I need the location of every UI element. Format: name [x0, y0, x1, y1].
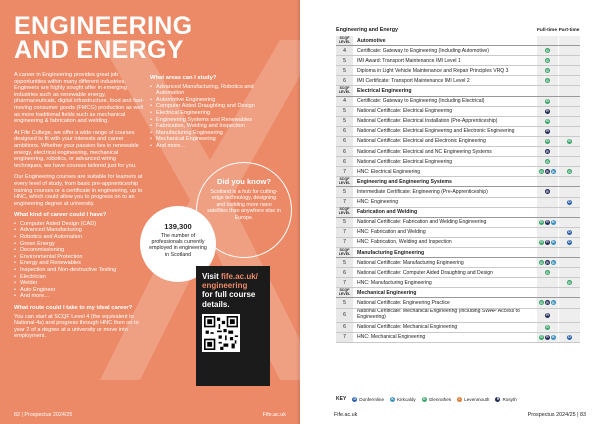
fulltime-cell — [536, 76, 558, 85]
course-table — [336, 24, 580, 343]
fulltime-cell — [536, 309, 558, 322]
campus-dot-d: D — [568, 240, 571, 245]
campus-dot-r: R — [546, 240, 549, 245]
section-ft-cell — [536, 208, 558, 217]
table-row[interactable] — [336, 298, 580, 308]
career-item: • Electrician — [14, 274, 144, 281]
campus-dot-g: G — [568, 139, 571, 144]
campus-dot-r: R — [546, 220, 549, 225]
course-name: IMI Award: Transport Maintenance IMI Level 1 — [357, 57, 461, 64]
scqf-level-label: SCQF LEVEL — [336, 86, 353, 95]
parttime-cell — [558, 137, 580, 146]
section-header — [336, 248, 580, 258]
area-item: • Advanced Manufacturing, Robotics and Automation — [150, 84, 274, 97]
stat-text: The number of professionals currently employed in engineering in Scotland — [149, 233, 207, 258]
route-paragraph: You can start at SCQF Level 4 (the equivalent to National 4s) and progress through HNC then on to year 2 of a degree at a university or move into employment. — [14, 313, 139, 340]
course-name: Certificate: Gateway to Engineering (Including Automotive) — [357, 47, 489, 54]
area-item: • And more... — [150, 143, 274, 150]
scqf-level-label: SCQF LEVEL — [336, 36, 353, 45]
parttime-cell — [558, 309, 580, 322]
area-item: • Mechanical Engineering — [150, 136, 274, 143]
parttime-cell — [558, 198, 580, 207]
course-name: National Certificate: Mechanical Engineering — [357, 324, 458, 331]
right-page-number: 83 — [580, 412, 586, 418]
fulltime-cell — [536, 56, 558, 65]
parttime-cell — [558, 333, 580, 342]
row-level: 5 — [336, 66, 353, 75]
career-item: • Auto Engineer — [14, 287, 144, 294]
section-header — [336, 208, 580, 218]
parttime-cell — [558, 107, 580, 116]
campus-dot-g: G — [546, 139, 549, 144]
section-ft-cell — [536, 36, 558, 45]
table-row[interactable] — [336, 238, 580, 248]
section-pt-cell — [558, 288, 580, 297]
row-level: 6 — [336, 268, 353, 277]
campus-dot-k: K — [552, 240, 555, 245]
parttime-cell — [558, 298, 580, 307]
careers-list — [14, 221, 144, 300]
row-level: 5 — [336, 218, 353, 227]
left-column — [14, 72, 144, 345]
campus-dot-d: D — [353, 397, 356, 401]
visit-link[interactable]: fife.ac.uk/ engineering — [202, 272, 258, 291]
campus-dot-k: K — [552, 300, 555, 305]
row-level: 7 — [336, 333, 353, 342]
table-body — [336, 36, 580, 343]
courses-paragraph: At Fife College, we offer a wide range of courses designed to fit with your interests and career ambitions. Whether your passion lies in renewable energy, electrical engineering, mechanical engineering, robotics, or advanced wiring techniques, we have courses tailored just for you. — [14, 129, 139, 169]
key-item-rosyth — [495, 397, 516, 402]
row-level: 5 — [336, 298, 353, 307]
parttime-cell — [558, 323, 580, 332]
table-row[interactable] — [336, 218, 580, 228]
fulltime-cell — [536, 97, 558, 106]
parttime-cell — [558, 66, 580, 75]
campus-dot-k: K — [552, 335, 555, 340]
course-name: National Certificate: Mechanical Engineering (including SWAP Access to Engineering) — [357, 309, 520, 321]
campus-dot-g: G — [540, 260, 543, 265]
course-name: National Certificate: Electrical and NC Engineering Systems — [357, 148, 492, 155]
qr-code-icon[interactable] — [202, 314, 240, 352]
table-row[interactable] — [336, 137, 580, 147]
fulltime-cell — [536, 157, 558, 166]
table-row[interactable] — [336, 66, 580, 76]
route-heading: What route could I take to my ideal career? — [14, 305, 133, 311]
table-row[interactable] — [336, 333, 580, 343]
career-item: • Welder — [14, 280, 144, 287]
qr-graphic — [204, 316, 238, 350]
table-row[interactable] — [336, 323, 580, 333]
left-footer: 82 | Prospectus 2024/25 Fife.ac.uk — [14, 412, 286, 418]
row-level: 5 — [336, 187, 353, 196]
right-publication: Prospectus 2024/25 — [527, 412, 576, 418]
course-name: National Certificate: Electrical Engineering and Electronic Engineering — [357, 128, 515, 135]
course-name: HNC: Fabrication and Welding — [357, 229, 426, 236]
campus-dot-k: K — [552, 260, 555, 265]
campus-dot-k: K — [552, 220, 555, 225]
table-row[interactable] — [336, 56, 580, 66]
campus-dot-r: R — [546, 335, 549, 340]
campus-dot-g: G — [540, 169, 543, 174]
fulltime-cell — [536, 218, 558, 227]
section-name: Electrical Engineering — [357, 88, 412, 95]
row-level: 5 — [336, 117, 353, 126]
section-pt-cell — [558, 86, 580, 95]
scqf-level-label: SCQF LEVEL — [336, 208, 353, 217]
course-name: National Certificate: Engineering Practice — [357, 299, 450, 306]
row-level: 7 — [336, 198, 353, 207]
campus-dot-d: D — [568, 230, 571, 235]
campus-dot-r: R — [496, 397, 500, 401]
table-row[interactable] — [336, 157, 580, 167]
fulltime-cell — [536, 198, 558, 207]
table-row[interactable] — [336, 46, 580, 56]
fulltime-cell — [536, 137, 558, 146]
campus-dot-g: G — [568, 169, 571, 174]
campus-dot-g: G — [546, 99, 549, 104]
campus-dot-r: R — [546, 129, 549, 134]
section-header — [336, 177, 580, 187]
campus-dot-k: K — [391, 397, 394, 401]
course-name: HNC: Fabrication, Welding and Inspection — [357, 239, 452, 246]
career-item: • Decommissioning — [14, 247, 144, 254]
campus-dot-g: G — [546, 270, 549, 275]
fulltime-cell — [536, 167, 558, 176]
table-row[interactable] — [336, 97, 580, 107]
campus-dot-d: D — [568, 335, 571, 340]
fulltime-cell — [536, 147, 558, 156]
campus-dot-g: G — [422, 397, 426, 401]
fulltime-cell — [536, 187, 558, 196]
area-item: • Computer Aided Draughting and Design — [150, 103, 274, 110]
parttime-cell — [558, 127, 580, 136]
key-item-label: Glenrothes — [428, 396, 452, 402]
section-pt-cell — [558, 248, 580, 257]
right-footer: Fife.ac.uk Prospectus 2024/25 | 83 — [334, 412, 586, 418]
did-you-know-heading: Did you know? — [217, 177, 271, 186]
fulltime-cell — [536, 258, 558, 267]
parttime-cell — [558, 147, 580, 156]
parttime-cell — [558, 56, 580, 65]
course-name: HNC: Electrical Engineering — [357, 168, 421, 175]
parttime-cell — [558, 278, 580, 287]
campus-dot-g: G — [546, 119, 549, 124]
campus-dot-r: R — [546, 300, 549, 305]
campus-dot-g: G — [540, 335, 543, 340]
parttime-cell — [558, 268, 580, 277]
fulltime-cell — [536, 298, 558, 307]
parttime-cell — [558, 167, 580, 176]
row-level: 7 — [336, 228, 353, 237]
areas-list — [150, 84, 274, 150]
career-item: • And more... — [14, 293, 144, 300]
table-row[interactable] — [336, 117, 580, 127]
section-name: Mechanical Engineering — [357, 289, 417, 296]
career-item: • Advanced Manufacturing — [14, 227, 144, 234]
course-name: National Certificate: Electrical and Electronic Engineering — [357, 138, 486, 145]
course-name: National Certificate: Electrical Engineering — [357, 158, 453, 165]
parttime-cell — [558, 76, 580, 85]
career-item: • Green Energy — [14, 241, 144, 248]
course-name: Diploma in Light Vehicle Maintenance and Repair Principles VRQ 3 — [357, 67, 509, 74]
col-parttime: Part-time — [558, 27, 580, 33]
parttime-cell — [558, 228, 580, 237]
table-row[interactable] — [336, 107, 580, 117]
section-header — [336, 288, 580, 298]
parttime-cell — [558, 157, 580, 166]
page-title — [14, 14, 192, 62]
key-item-dunfermline — [352, 397, 384, 402]
course-name: National Certificate: Electrical Installation (Pre-Apprenticeship) — [357, 118, 498, 125]
table-row[interactable] — [336, 309, 580, 323]
right-column — [150, 72, 274, 155]
areas-heading: What areas can I study? — [150, 75, 217, 81]
table-title: Engineering and Energy — [336, 27, 399, 33]
title-line-2: AND ENERGY — [14, 36, 184, 64]
campus-dot-l: L — [458, 397, 461, 401]
section-ft-cell — [536, 248, 558, 257]
parttime-cell — [558, 258, 580, 267]
row-level: 4 — [336, 97, 353, 106]
visit-box — [196, 266, 270, 386]
fulltime-cell — [536, 238, 558, 247]
key-item-glenrothes — [422, 397, 451, 402]
course-name: Certificate: Gateway to Engineering (Including Electrical) — [357, 98, 485, 105]
row-level: 6 — [336, 127, 353, 136]
section-pt-cell — [558, 177, 580, 186]
campus-dot-g: G — [540, 240, 543, 245]
row-level: 7 — [336, 238, 353, 247]
campus-dot-r: R — [546, 313, 549, 318]
fulltime-cell — [536, 107, 558, 116]
career-item: • Robotics and Automation — [14, 234, 144, 241]
course-name: HNC: Mechanical Engineering — [357, 334, 426, 341]
title-line-1: ENGINEERING — [14, 12, 193, 40]
key-item-label: Dunfermline — [359, 396, 385, 402]
campus-dot-g: G — [546, 78, 549, 83]
campus-dot-g: G — [540, 300, 543, 305]
campus-dot-r: R — [546, 109, 549, 114]
visit-prefix: Visit — [202, 272, 221, 281]
fulltime-cell — [536, 278, 558, 287]
right-footer-url[interactable]: Fife.ac.uk — [334, 412, 358, 418]
left-page-number: 82 — [14, 412, 20, 418]
campus-key — [336, 396, 517, 402]
course-name: Intermediate Certificate: Engineering (Pre-Apprenticeship) — [357, 188, 488, 195]
row-level: 5 — [336, 258, 353, 267]
table-row[interactable] — [336, 127, 580, 137]
fulltime-cell — [536, 66, 558, 75]
stat-number: 139,300 — [164, 222, 192, 231]
right-page — [300, 0, 600, 424]
left-footer-url[interactable]: Fife.ac.uk — [262, 412, 286, 418]
course-name: National Certificate: Electrical Engineering — [357, 108, 453, 115]
campus-dot-r: R — [546, 260, 549, 265]
col-fulltime: Full-time — [537, 27, 557, 33]
section-header — [336, 36, 580, 46]
campus-dot-g: G — [546, 48, 549, 53]
row-level: 6 — [336, 157, 353, 166]
section-pt-cell — [558, 208, 580, 217]
campus-dot-g: G — [540, 220, 543, 225]
careers-heading: What kind of career could I have? — [14, 212, 107, 219]
section-pt-cell — [558, 36, 580, 45]
campus-dot-g: G — [546, 325, 549, 330]
key-label: KEY — [336, 396, 347, 402]
fulltime-cell — [536, 323, 558, 332]
campus-dot-d: D — [568, 200, 571, 205]
scqf-level-label: SCQF LEVEL — [336, 248, 353, 257]
campus-dot-g: G — [546, 68, 549, 73]
course-name: National Certificate: Computer Aided Draughting and Design — [357, 269, 493, 276]
campus-dot-r: R — [546, 169, 549, 174]
parttime-cell — [558, 238, 580, 247]
area-item: • Engineering Systems and Renewables — [150, 117, 274, 124]
row-level: 7 — [336, 278, 353, 287]
parttime-cell — [558, 97, 580, 106]
parttime-cell — [558, 117, 580, 126]
levels-paragraph: Our Engineering courses are suitable for learners at every level of study, from basic pre-apprenticeship training courses or a certificate in engineering, up to HNC, which could allow you to progress on to an engineering degree at university. — [14, 174, 143, 207]
fulltime-cell — [536, 268, 558, 277]
row-level: 5 — [336, 107, 353, 116]
table-row[interactable] — [336, 76, 580, 86]
key-item-label: Kirkcaldy — [397, 396, 416, 402]
campus-dot-g: G — [568, 280, 571, 285]
section-name: Automotive — [357, 37, 386, 44]
campus-dot-g: G — [546, 58, 549, 63]
area-item: • Electrical Engineering — [150, 110, 274, 117]
row-level: 5 — [336, 56, 353, 65]
table-row[interactable] — [336, 198, 580, 208]
area-item: • Manufacturing Engineering — [150, 130, 274, 137]
table-header — [336, 24, 580, 36]
course-name: HNC: Manufacturing Engineering — [357, 279, 432, 286]
table-row[interactable] — [336, 258, 580, 268]
table-row[interactable] — [336, 187, 580, 197]
section-ft-cell — [536, 177, 558, 186]
key-item-kirkcaldy — [390, 397, 416, 402]
course-name: IMI Certificate: Transport Maintenance IMI Level 2 — [357, 77, 470, 84]
section-ft-cell — [536, 288, 558, 297]
campus-dot-k: K — [552, 169, 555, 174]
parttime-cell — [558, 218, 580, 227]
key-item-levenmouth — [457, 397, 489, 402]
row-level: 6 — [336, 309, 353, 322]
section-name: Manufacturing Engineering — [357, 249, 425, 256]
fulltime-cell — [536, 228, 558, 237]
table-row[interactable] — [336, 278, 580, 288]
course-name: National Certificate: Manufacturing Engineering — [357, 259, 464, 266]
row-level: 6 — [336, 323, 353, 332]
parttime-cell — [558, 187, 580, 196]
left-publication: Prospectus 2024/25 — [24, 412, 73, 418]
fulltime-cell — [536, 46, 558, 55]
campus-dot-r: R — [546, 189, 549, 194]
course-name: National Certificate: Fabrication and Welding Engineering — [357, 219, 487, 226]
intro-paragraph: A career in Engineering provides great job opportunities within many different industries. Engineers are highly sought after in emerging industries such as renewable energy, pharmaceuticals, digital infrastructure, food and fast-moving consumer goods (FMCG) production as well as more traditional fields such as mechanical engineering & fabrication and welding. — [14, 72, 144, 125]
table-row[interactable] — [336, 167, 580, 177]
parttime-cell — [558, 46, 580, 55]
scqf-level-label: SCQF LEVEL — [336, 288, 353, 297]
row-level: 7 — [336, 167, 353, 176]
row-level: 4 — [336, 46, 353, 55]
area-item: • Automotive Engineering — [150, 97, 274, 104]
visit-suffix: for full course details. — [202, 290, 256, 309]
did-you-know-text: Scotland is a hub for cutting-edge technology, designing and building more nano satellites than anywhere else in Europe. — [207, 189, 281, 221]
row-level: 6 — [336, 137, 353, 146]
fulltime-cell — [536, 333, 558, 342]
fulltime-cell — [536, 127, 558, 136]
row-level: 6 — [336, 76, 353, 85]
key-item-label: Rosyth — [502, 396, 517, 402]
course-name: HNC: Engineering — [357, 199, 399, 206]
table-row[interactable] — [336, 147, 580, 157]
table-row[interactable] — [336, 228, 580, 238]
section-name: Fabrication and Welding — [357, 209, 418, 216]
career-item: • Environmental Protection — [14, 254, 144, 261]
campus-dot-g: G — [546, 159, 549, 164]
key-item-label: Levenmouth — [464, 396, 490, 402]
section-ft-cell — [536, 86, 558, 95]
career-item: • Inspection and Non-destructive Testing — [14, 267, 144, 274]
row-level: 6 — [336, 147, 353, 156]
campus-dot-r: R — [546, 149, 549, 154]
fulltime-cell — [536, 117, 558, 126]
career-item: • Computer Aided Design (CAD) — [14, 221, 144, 228]
scqf-level-label: SCQF LEVEL — [336, 177, 353, 186]
career-item: • Energy and Renewables — [14, 260, 144, 267]
table-row[interactable] — [336, 268, 580, 278]
section-header — [336, 86, 580, 96]
section-name: Engineering and Engineering Systems — [357, 178, 452, 185]
area-item: • Fabrication, Welding and Inspection — [150, 123, 274, 130]
